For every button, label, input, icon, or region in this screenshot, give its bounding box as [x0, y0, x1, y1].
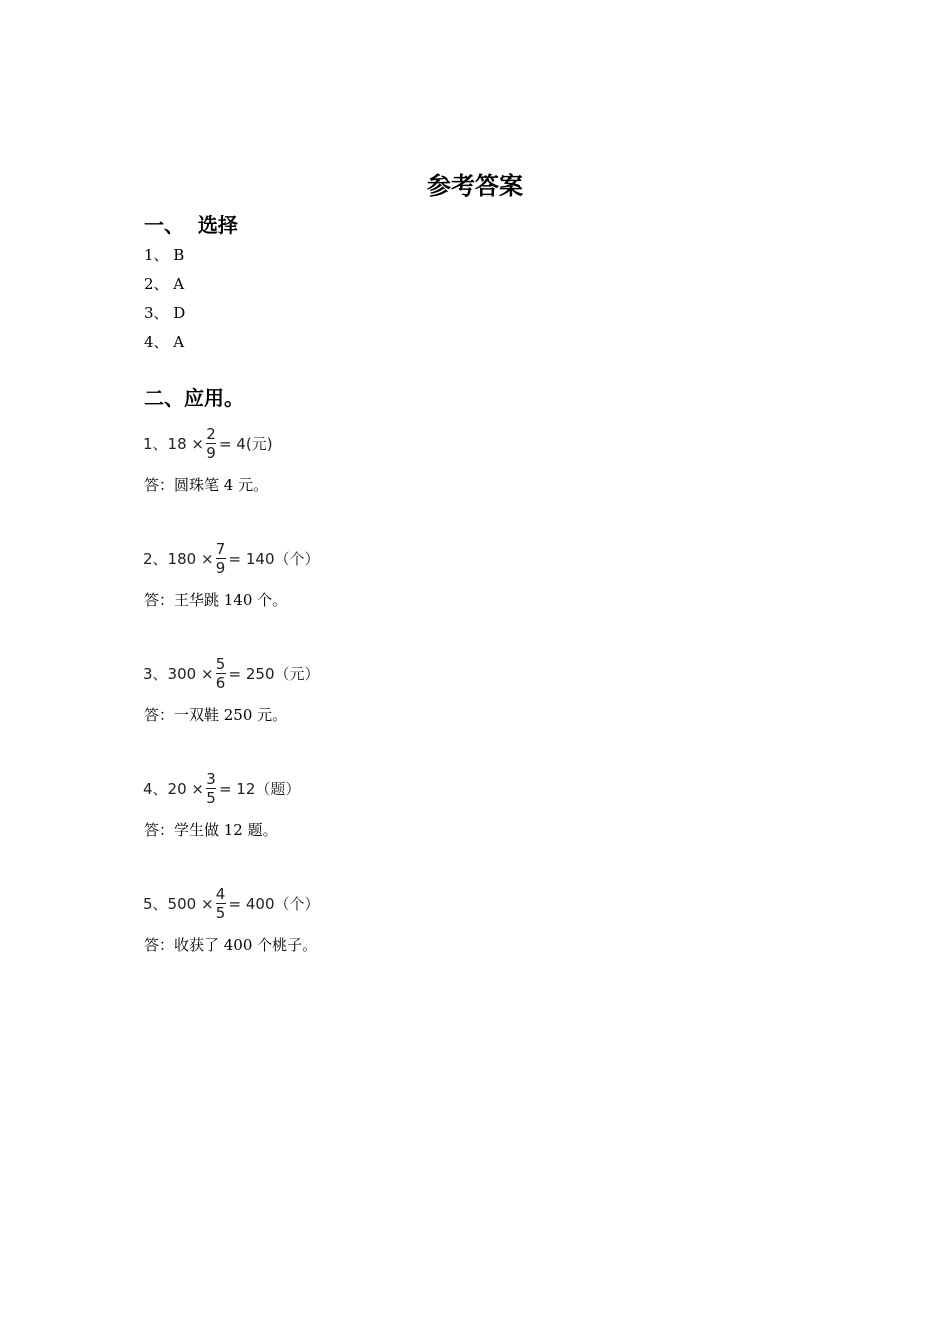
answer-text-5: 答：收获了 400 个桃子。 — [144, 936, 318, 954]
formula-2 — [143, 536, 319, 580]
fraction-denominator: 5 — [206, 788, 216, 807]
answer-text-4: 答：学生做 12 题。 — [144, 821, 278, 839]
formula-prefix: 4、20 × — [143, 779, 204, 798]
formula-suffix: = 4(元) — [218, 434, 273, 453]
section-heading-application: 二、应用。 — [144, 386, 244, 410]
fraction-numerator: 4 — [215, 884, 226, 903]
formula-suffix: = 400（个） — [228, 894, 320, 913]
formula-4 — [143, 766, 300, 810]
fraction-denominator: 9 — [206, 443, 216, 462]
formula-prefix: 2、180 × — [143, 549, 214, 568]
formula-suffix: = 140（个） — [228, 549, 320, 568]
fraction-denominator: 9 — [215, 558, 226, 577]
choice-answer-2: 2、 A — [144, 275, 185, 293]
fraction — [216, 655, 226, 692]
fraction — [216, 540, 226, 577]
choice-answer-4: 4、 A — [144, 333, 185, 351]
formula-prefix: 3、300 × — [143, 664, 214, 683]
fraction-numerator: 7 — [215, 539, 226, 558]
fraction — [206, 425, 216, 462]
fraction-numerator: 5 — [215, 654, 226, 673]
formula-suffix: = 12（题） — [218, 779, 301, 798]
fraction-numerator: 2 — [206, 424, 216, 443]
fraction-denominator: 5 — [215, 903, 226, 922]
formula-3 — [143, 651, 319, 695]
fraction — [206, 770, 216, 807]
choice-answer-3: 3、 D — [144, 304, 186, 322]
formula-5 — [143, 881, 319, 925]
formula-1 — [143, 421, 273, 465]
answer-text-3: 答：一双鞋 250 元。 — [144, 706, 288, 724]
fraction-denominator: 6 — [215, 673, 226, 692]
fraction — [216, 885, 226, 922]
section-heading-choice: 一、 选择 — [144, 213, 238, 237]
choice-answer-1: 1、 B — [144, 246, 185, 264]
formula-suffix: = 250（元） — [228, 664, 320, 683]
formula-prefix: 5、500 × — [143, 894, 214, 913]
answer-text-1: 答：圆珠笔 4 元。 — [144, 476, 269, 494]
formula-prefix: 1、18 × — [143, 434, 204, 453]
page-title: 参考答案 — [427, 172, 523, 200]
answer-text-2: 答：王华跳 140 个。 — [144, 591, 288, 609]
fraction-numerator: 3 — [206, 769, 216, 788]
